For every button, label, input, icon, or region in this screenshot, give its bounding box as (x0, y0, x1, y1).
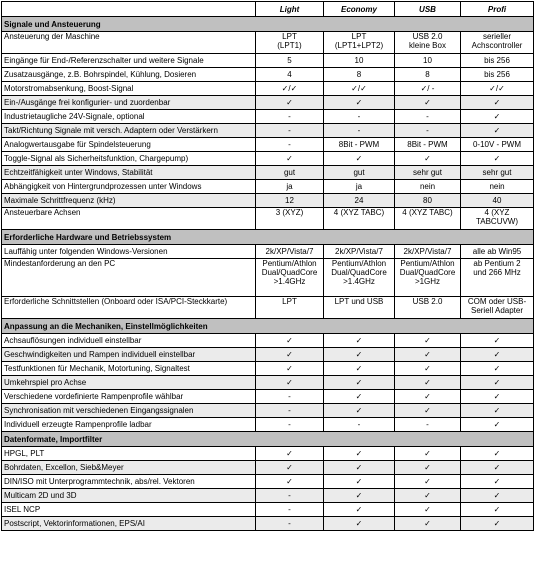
cell-usb: ✓ (395, 348, 461, 362)
header-usb: USB (395, 2, 461, 17)
cell-economy: ✓ (324, 461, 395, 475)
feature-label: Ansteuerung der Maschine (2, 32, 256, 54)
cell-usb: ✓ (395, 447, 461, 461)
cell-light: - (256, 390, 324, 404)
section-header (2, 17, 534, 32)
feature-label: Synchronisation mit verschiedenen Eingangssignalen (2, 404, 256, 418)
cell-profi: ✓ (461, 390, 534, 404)
feature-label: Analogwertausgabe für Spindelsteuerung (2, 138, 256, 152)
cell-usb: 8Bit - PWM (395, 138, 461, 152)
table-row (2, 124, 534, 138)
feature-label: Verschiedene vordefinierte Rampenprofile wählbar (2, 390, 256, 404)
cell-economy: Pentium/Athlon Dual/QuadCore >1.4GHz (324, 259, 395, 297)
table-row (2, 82, 534, 96)
cell-light: ✓ (256, 362, 324, 376)
cell-usb: 10 (395, 54, 461, 68)
cell-profi: ✓ (461, 404, 534, 418)
table-row (2, 166, 534, 180)
cell-economy: ✓ (324, 447, 395, 461)
feature-label: Postscript, Vektorinformationen, EPS/AI (2, 517, 256, 531)
feature-label: Achsauflösungen individuell einstellbar (2, 334, 256, 348)
cell-light: ✓ (256, 96, 324, 110)
table-row (2, 180, 534, 194)
cell-economy: ✓ (324, 503, 395, 517)
cell-profi: ✓ (461, 447, 534, 461)
cell-light: - (256, 517, 324, 531)
cell-profi: ✓ (461, 376, 534, 390)
feature-label: Ein-/Ausgänge frei konfigurier- und zuordenbar (2, 96, 256, 110)
cell-profi: ✓ (461, 96, 534, 110)
cell-usb: ✓ (395, 517, 461, 531)
cell-profi: 0-10V - PWM (461, 138, 534, 152)
cell-economy: 10 (324, 54, 395, 68)
cell-profi: ab Pentium 2 und 266 MHz (461, 259, 534, 297)
feature-label: Multicam 2D und 3D (2, 489, 256, 503)
cell-economy: 2k/XP/Vista/7 (324, 245, 395, 259)
cell-light: - (256, 138, 324, 152)
cell-economy: 8 (324, 68, 395, 82)
feature-label: Zusatzausgänge, z.B. Bohrspindel, Kühlung, Dosieren (2, 68, 256, 82)
cell-economy: ✓/✓ (324, 82, 395, 96)
cell-light: ✓ (256, 334, 324, 348)
cell-usb: ✓ (395, 334, 461, 348)
cell-usb: Pentium/Athlon Dual/QuadCore >1GHz (395, 259, 461, 297)
table-row (2, 297, 534, 319)
cell-light: 5 (256, 54, 324, 68)
cell-usb: ✓ (395, 503, 461, 517)
table-row (2, 390, 534, 404)
table-row (2, 96, 534, 110)
table-row (2, 68, 534, 82)
cell-usb: ✓ (395, 390, 461, 404)
table-row (2, 475, 534, 489)
cell-economy: ✓ (324, 334, 395, 348)
table-row (2, 194, 534, 208)
table-row (2, 245, 534, 259)
cell-usb: USB 2.0 (395, 297, 461, 319)
cell-light: - (256, 124, 324, 138)
cell-profi: ✓ (461, 489, 534, 503)
cell-profi: 40 (461, 194, 534, 208)
cell-light: ja (256, 180, 324, 194)
cell-usb: 8 (395, 68, 461, 82)
section-title: Datenformate, Importfilter (2, 432, 534, 447)
cell-economy: gut (324, 166, 395, 180)
cell-light: ✓/✓ (256, 82, 324, 96)
cell-economy: - (324, 124, 395, 138)
table-row (2, 208, 534, 230)
feature-label: Bohrdaten, Excellon, Sieb&Meyer (2, 461, 256, 475)
cell-usb: - (395, 418, 461, 432)
cell-profi: ✓ (461, 348, 534, 362)
table-row (2, 32, 534, 54)
header-economy: Economy (324, 2, 395, 17)
feature-label: Echtzeitfähigkeit unter Windows, Stabilität (2, 166, 256, 180)
cell-usb: - (395, 110, 461, 124)
cell-economy: 24 (324, 194, 395, 208)
feature-label: Mindestanforderung an den PC (2, 259, 256, 297)
cell-economy: ✓ (324, 489, 395, 503)
table-row (2, 362, 534, 376)
cell-economy: - (324, 418, 395, 432)
header-row (2, 2, 534, 17)
cell-usb: nein (395, 180, 461, 194)
cell-profi: ✓ (461, 418, 534, 432)
cell-profi: ✓ (461, 110, 534, 124)
table-row (2, 461, 534, 475)
cell-usb: ✓ (395, 96, 461, 110)
cell-profi: ✓ (461, 503, 534, 517)
cell-economy: ✓ (324, 390, 395, 404)
cell-profi: ✓ (461, 461, 534, 475)
feature-label: Geschwindigkeiten und Rampen individuell einstellbar (2, 348, 256, 362)
cell-light: - (256, 503, 324, 517)
cell-profi: nein (461, 180, 534, 194)
cell-economy: ✓ (324, 404, 395, 418)
feature-label: Industrietaugliche 24V-Signale, optional (2, 110, 256, 124)
cell-economy: ja (324, 180, 395, 194)
table-row (2, 404, 534, 418)
cell-light: - (256, 418, 324, 432)
cell-economy: ✓ (324, 517, 395, 531)
cell-usb: - (395, 124, 461, 138)
cell-usb: 2k/XP/Vista/7 (395, 245, 461, 259)
table-row (2, 54, 534, 68)
table-row (2, 334, 534, 348)
comparison-table (1, 1, 534, 531)
cell-light: ✓ (256, 447, 324, 461)
cell-light: ✓ (256, 475, 324, 489)
cell-profi: bis 256 (461, 68, 534, 82)
feature-label: HPGL, PLT (2, 447, 256, 461)
feature-label: Eingänge für End-/Referenzschalter und weitere Signale (2, 54, 256, 68)
cell-usb: 4 (XYZ TABC) (395, 208, 461, 230)
cell-profi: ✓ (461, 124, 534, 138)
feature-label: Testfunktionen für Mechanik, Motortuning, Signaltest (2, 362, 256, 376)
table-row (2, 138, 534, 152)
cell-economy: - (324, 110, 395, 124)
cell-usb: ✓ (395, 362, 461, 376)
cell-light: ✓ (256, 376, 324, 390)
feature-label: Lauffähig unter folgenden Windows-Versionen (2, 245, 256, 259)
cell-economy: ✓ (324, 362, 395, 376)
cell-profi: ✓ (461, 517, 534, 531)
cell-light: - (256, 489, 324, 503)
cell-light: 3 (XYZ) (256, 208, 324, 230)
cell-profi: bis 256 (461, 54, 534, 68)
table-row (2, 517, 534, 531)
header-feature-col (2, 2, 256, 17)
cell-profi: sehr gut (461, 166, 534, 180)
table-row (2, 110, 534, 124)
section-title: Erforderliche Hardware und Betriebssystem (2, 230, 534, 245)
cell-profi: serieller Achscontroller (461, 32, 534, 54)
feature-label: Abhängigkeit von Hintergrundprozessen unter Windows (2, 180, 256, 194)
cell-economy: ✓ (324, 96, 395, 110)
section-header (2, 432, 534, 447)
feature-label: Erforderliche Schnittstellen (Onboard oder ISA/PCI-Steckkarte) (2, 297, 256, 319)
cell-economy: ✓ (324, 475, 395, 489)
table-row (2, 503, 534, 517)
cell-usb: ✓ (395, 152, 461, 166)
cell-light: LPT (LPT1) (256, 32, 324, 54)
cell-economy: LPT (LPT1+LPT2) (324, 32, 395, 54)
section-header (2, 319, 534, 334)
feature-label: Maximale Schrittfrequenz (kHz) (2, 194, 256, 208)
cell-profi: ✓ (461, 152, 534, 166)
table-row (2, 152, 534, 166)
cell-profi: ✓ (461, 334, 534, 348)
feature-label: Takt/Richtung Signale mit versch. Adaptern oder Verstärkern (2, 124, 256, 138)
header-light: Light (256, 2, 324, 17)
cell-profi: ✓/✓ (461, 82, 534, 96)
table-row (2, 259, 534, 297)
section-header (2, 230, 534, 245)
cell-profi: ✓ (461, 475, 534, 489)
cell-profi: 4 (XYZ TABCUVW) (461, 208, 534, 230)
cell-usb: ✓ (395, 404, 461, 418)
cell-usb: ✓ (395, 376, 461, 390)
cell-light: - (256, 110, 324, 124)
section-title: Signale und Ansteuerung (2, 17, 534, 32)
feature-label: Motorstromabsenkung, Boost-Signal (2, 82, 256, 96)
cell-usb: ✓/ - (395, 82, 461, 96)
cell-light: LPT (256, 297, 324, 319)
feature-label: Individuell erzeugte Rampenprofile ladbar (2, 418, 256, 432)
table-row (2, 418, 534, 432)
cell-profi: COM oder USB- Seriell Adapter (461, 297, 534, 319)
cell-usb: ✓ (395, 461, 461, 475)
cell-usb: USB 2.0 kleine Box (395, 32, 461, 54)
cell-usb: ✓ (395, 475, 461, 489)
cell-light: Pentium/Athlon Dual/QuadCore >1.4GHz (256, 259, 324, 297)
cell-profi: ✓ (461, 362, 534, 376)
cell-economy: 4 (XYZ TABC) (324, 208, 395, 230)
cell-usb: ✓ (395, 489, 461, 503)
table-row (2, 376, 534, 390)
feature-label: Umkehrspiel pro Achse (2, 376, 256, 390)
cell-economy: ✓ (324, 376, 395, 390)
cell-light: gut (256, 166, 324, 180)
cell-light: 12 (256, 194, 324, 208)
cell-profi: alle ab Win95 (461, 245, 534, 259)
cell-economy: LPT und USB (324, 297, 395, 319)
cell-light: ✓ (256, 461, 324, 475)
cell-light: - (256, 404, 324, 418)
cell-usb: sehr gut (395, 166, 461, 180)
section-title: Anpassung an die Mechaniken, Einstellmöglichkeiten (2, 319, 534, 334)
cell-economy: ✓ (324, 348, 395, 362)
cell-economy: 8Bit - PWM (324, 138, 395, 152)
cell-light: ✓ (256, 152, 324, 166)
table-row (2, 489, 534, 503)
cell-economy: ✓ (324, 152, 395, 166)
cell-light: 4 (256, 68, 324, 82)
header-profi: Profi (461, 2, 534, 17)
cell-light: ✓ (256, 348, 324, 362)
feature-label: Ansteuerbare Achsen (2, 208, 256, 230)
table-body (2, 17, 534, 531)
table-row (2, 447, 534, 461)
table-row (2, 348, 534, 362)
feature-label: Toggle-Signal als Sicherheitsfunktion, Chargepump) (2, 152, 256, 166)
feature-label: DIN/ISO mit Unterprogrammtechnik, abs/rel. Vektoren (2, 475, 256, 489)
cell-light: 2k/XP/Vista/7 (256, 245, 324, 259)
feature-label: ISEL NCP (2, 503, 256, 517)
cell-usb: 80 (395, 194, 461, 208)
